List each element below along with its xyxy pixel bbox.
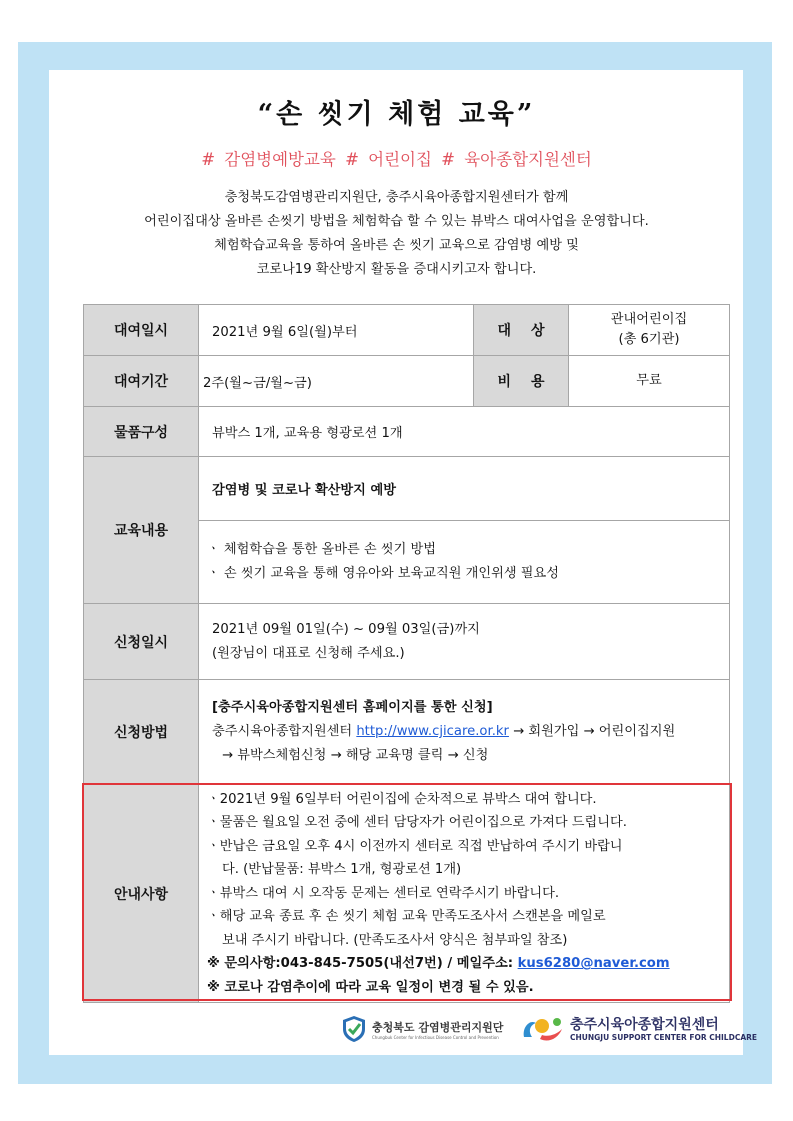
contact-line [207,952,729,976]
notice-line: 다. (반납물품: 뷰박스 1개, 형광로션 1개) [222,862,462,878]
table-row [84,407,730,457]
table-row [84,305,730,356]
content-bullet: ㆍ 체험학습을 통한 올바른 손 씻기 방법 [207,542,436,557]
info-table [83,304,730,1003]
apply-method-value [199,680,730,785]
target-line: (총 6기관) [618,332,680,347]
hashtags: # 감염병예방교육 # 어린이집 # 육아종합지원센터 [201,150,592,169]
table-row [84,680,730,785]
warning-line: ※ 코로나 감염추이에 따라 교육 일정이 변경 될 수 있음. [207,979,534,995]
items-label: 물품구성 [84,407,199,457]
footer-org1 [341,1012,503,1046]
org2-name: 충주시육아종합지원센터 [570,1016,719,1033]
table-row [84,457,730,521]
notice-line: 보내 주시기 바랍니다. (만족도조사서 양식은 첨부파일 참조) [222,932,568,948]
apply-method-label: 신청방법 [84,680,199,785]
table-row [84,356,730,407]
childcare-center-logo-icon [520,1013,566,1045]
rental-date-label: 대여일시 [84,305,199,356]
notice-label: 안내사항 [84,785,199,1003]
content-bullets [199,521,730,604]
apply-date-line: 2021년 09월 01일(수) ~ 09월 03일(금)까지 [212,621,480,637]
footer-org2 [520,1012,757,1046]
apply-method-prefix: 충주시육아종합지원센터 [212,724,357,739]
apply-method-line: → 뷰박스체험신청 → 해당 교육명 클릭 → 신청 [222,748,489,763]
intro-line: 충청북도감염병관리지원단, 충주시육아종합지원센터가 함께 [224,190,569,205]
table-row [84,604,730,680]
notice-line: ㆍ반납은 금요일 오후 4시 이전까지 센터로 직접 반납하여 주시기 바랍니 [207,838,623,854]
apply-method-suffix: → 회원가입 → 어린이집지원 [508,724,676,739]
rental-period-value: 2주(월~금/월~금) [199,356,474,407]
apply-method-line [212,720,729,744]
intro-line: 체험학습교육을 통하여 올바른 손 씻기 교육으로 감염병 예방 및 [214,238,579,253]
homepage-link[interactable]: http://www.cjicare.or.kr [356,724,509,739]
cost-label: 비용 [474,356,569,407]
org1-subtitle: Chungbuk Center for Infectious Disease Control and Prevention [372,1034,499,1040]
notice-line: ㆍ해당 교육 종료 후 손 씻기 체험 교육 만족도조사서 스캔본을 메일로 [207,909,606,925]
apply-date-label: 신청일시 [84,604,199,680]
intro-line: 코로나19 확산방지 활동을 증대시키고자 합니다. [256,262,537,277]
apply-date-line: (원장님이 대표로 신청해 주세요.) [212,645,405,661]
org2-subtitle: CHUNGJU SUPPORT CENTER FOR CHILDCARE [570,1032,758,1042]
content-heading: 감염병 및 코로나 확산방지 예방 [199,457,730,521]
notice-content [199,785,730,1003]
rental-period-label: 대여기간 [84,356,199,407]
content-label: 교육내용 [84,457,199,604]
page-title: “손 씻기 체험 교육” [257,99,536,130]
email-link[interactable]: kus6280@naver.com [517,956,670,972]
intro-paragraph [0,186,793,282]
content-bullet: ㆍ 손 씻기 교육을 통해 영유아와 보육교직원 개인위생 필요성 [207,566,560,581]
contact-text: ※ 문의사항:043-845-7505(내선7번) / 메일주소: [207,956,518,972]
intro-line: 어린이집대상 올바른 손씻기 방법을 체험학습 할 수 있는 뷰박스 대여사업을 운영합니다. [144,214,649,229]
target-label: 대상 [474,305,569,356]
target-value [569,305,730,356]
org1-name: 충청북도 감염병관리지원단 [372,1020,504,1034]
items-value: 뷰박스 1개, 교육용 형광로션 1개 [199,407,730,457]
table-row [84,785,730,1003]
notice-line: ㆍ뷰박스 대여 시 오작동 문제는 센터로 연락주시기 바랍니다. [207,885,560,901]
rental-date-value: 2021년 9월 6일(월)부터 [199,305,474,356]
target-line: 관내어린이집 [610,312,688,327]
shield-logo-icon [341,1015,367,1043]
notice-line: ㆍ물품은 월요일 오전 중에 센터 담당자가 어린이집으로 가져다 드립니다. [207,815,627,831]
apply-date-value [199,604,730,680]
cost-value: 무료 [569,356,730,407]
apply-method-heading: [충주시육아종합지원센터 홈페이지를 통한 신청] [212,700,493,715]
notice-line: ㆍ2021년 9월 6일부터 어린이집에 순차적으로 뷰박스 대여 합니다. [207,791,597,807]
